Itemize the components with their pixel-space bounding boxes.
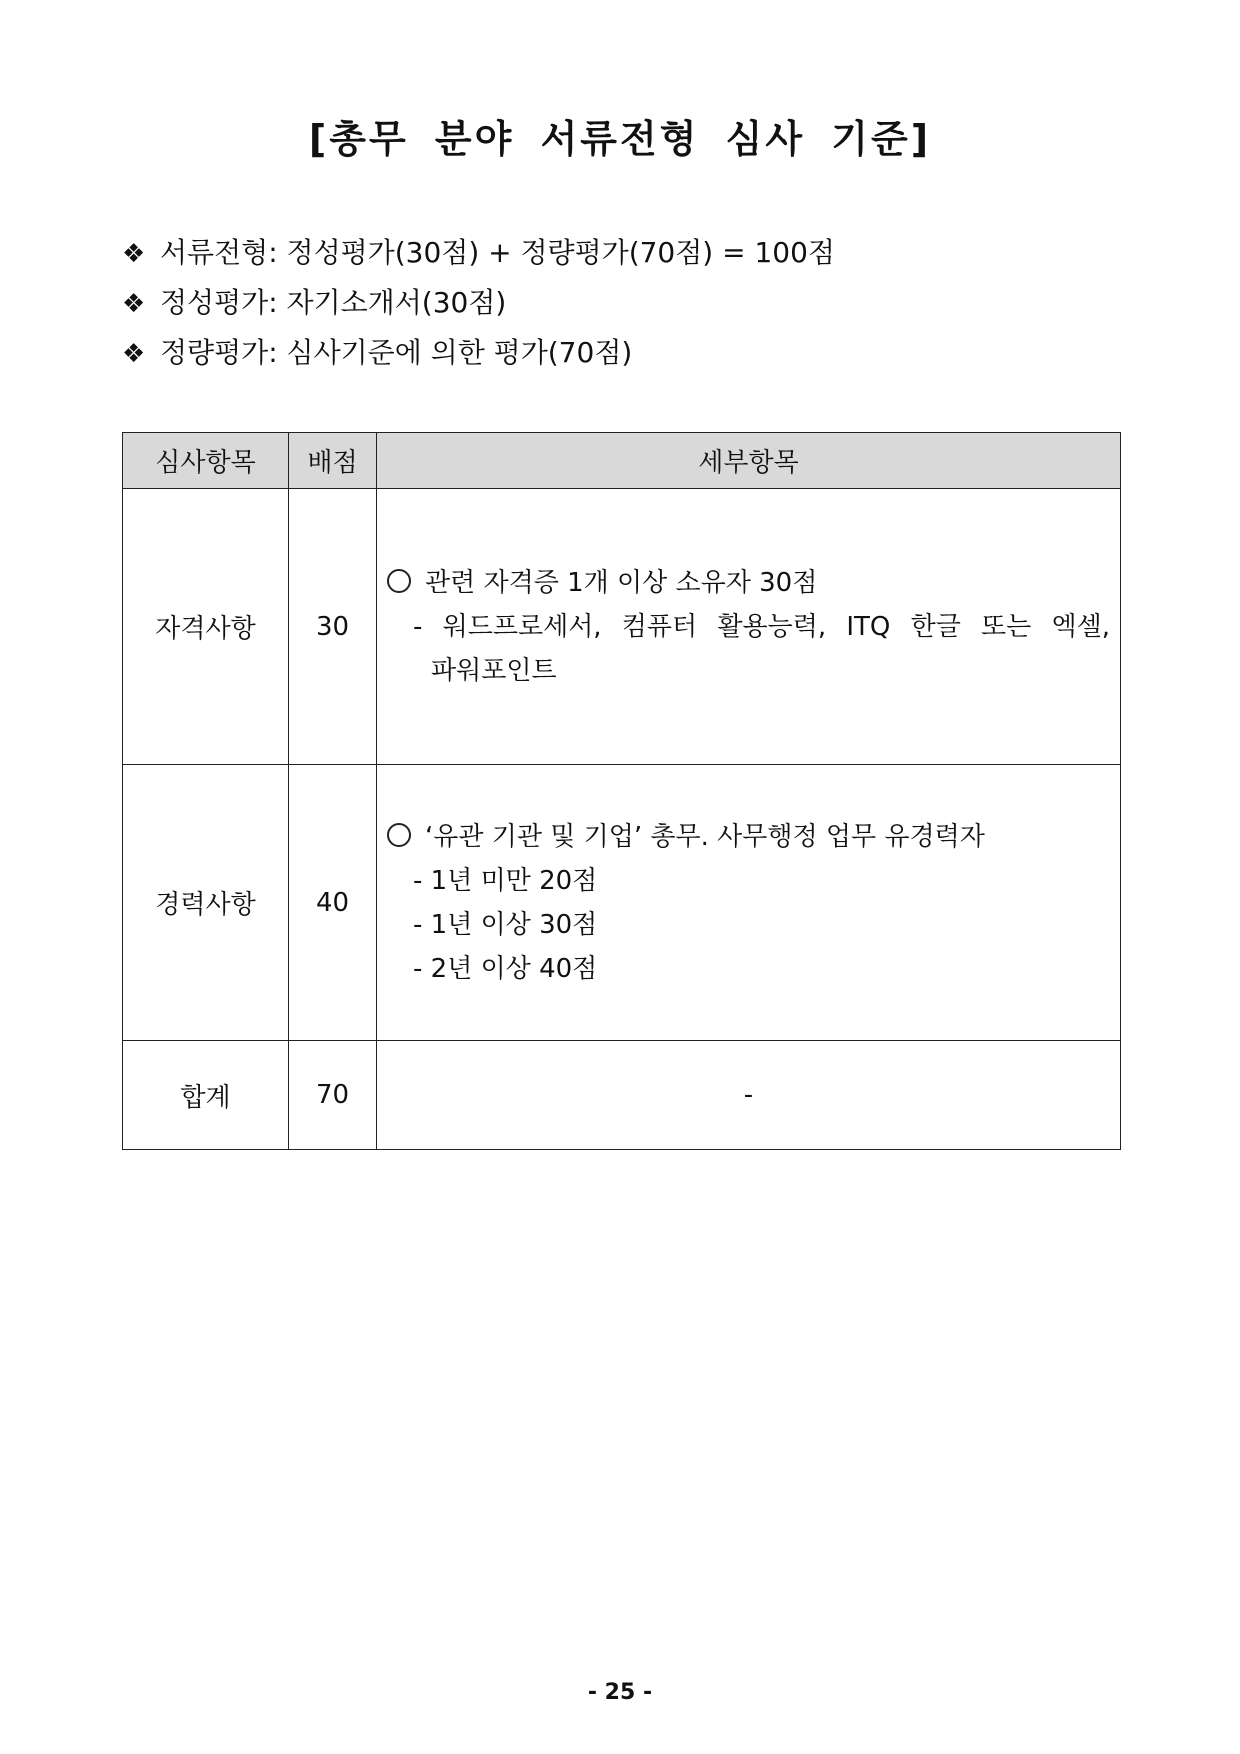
bullet-text: 정성평가: 자기소개서(30점)	[160, 286, 507, 319]
detail-line: - 1년 이상 30점	[413, 909, 598, 940]
detail-line: - 1년 미만 20점	[413, 865, 598, 896]
page-number: - 25 -	[587, 1680, 653, 1705]
table-row-total	[123, 1041, 1121, 1150]
row-score: 40	[289, 765, 377, 1041]
row-detail: -	[377, 1041, 1121, 1150]
bullet-item	[122, 278, 1122, 328]
diamond-bullet-icon: ❖	[122, 339, 146, 369]
header-item: 심사항목	[123, 433, 289, 489]
circle-bullet-icon	[387, 823, 411, 847]
row-detail	[377, 765, 1121, 1041]
detail-line: - 워드프로세서, 컴퓨터 활용능력, ITQ 한글 또는 엑셀,	[413, 611, 1110, 642]
detail-line: 파워포인트	[431, 655, 557, 686]
diamond-bullet-icon: ❖	[122, 289, 146, 319]
circle-bullet-icon	[387, 569, 411, 593]
header-detail: 세부항목	[377, 433, 1121, 489]
table-row	[123, 765, 1121, 1041]
table-header-row	[123, 433, 1121, 489]
row-detail	[377, 489, 1121, 765]
criteria-table	[122, 432, 1121, 1150]
bullet-item	[122, 228, 1122, 278]
bullet-item	[122, 328, 1122, 378]
page-title: [총무 분야 서류전형 심사 기준]	[308, 117, 932, 161]
row-score: 30	[289, 489, 377, 765]
header-score: 배점	[289, 433, 377, 489]
bullet-text: 정량평가: 심사기준에 의한 평가(70점)	[160, 336, 633, 369]
detail-heading	[387, 561, 1110, 605]
summary-bullet-list	[122, 228, 1122, 378]
detail-line: - 2년 이상 40점	[413, 953, 598, 984]
bullet-text: 서류전형: 정성평가(30점) + 정량평가(70점) = 100점	[160, 236, 835, 269]
row-item: 경력사항	[123, 765, 289, 1041]
row-score: 70	[289, 1041, 377, 1150]
table-row	[123, 489, 1121, 765]
diamond-bullet-icon: ❖	[122, 239, 146, 269]
row-item: 자격사항	[123, 489, 289, 765]
detail-heading-text: 관련 자격증 1개 이상 소유자 30점	[425, 567, 818, 598]
detail-heading-text: ‘유관 기관 및 기업’ 총무. 사무행정 업무 유경력자	[425, 821, 985, 852]
row-item: 합계	[123, 1041, 289, 1150]
detail-heading	[387, 815, 1110, 859]
